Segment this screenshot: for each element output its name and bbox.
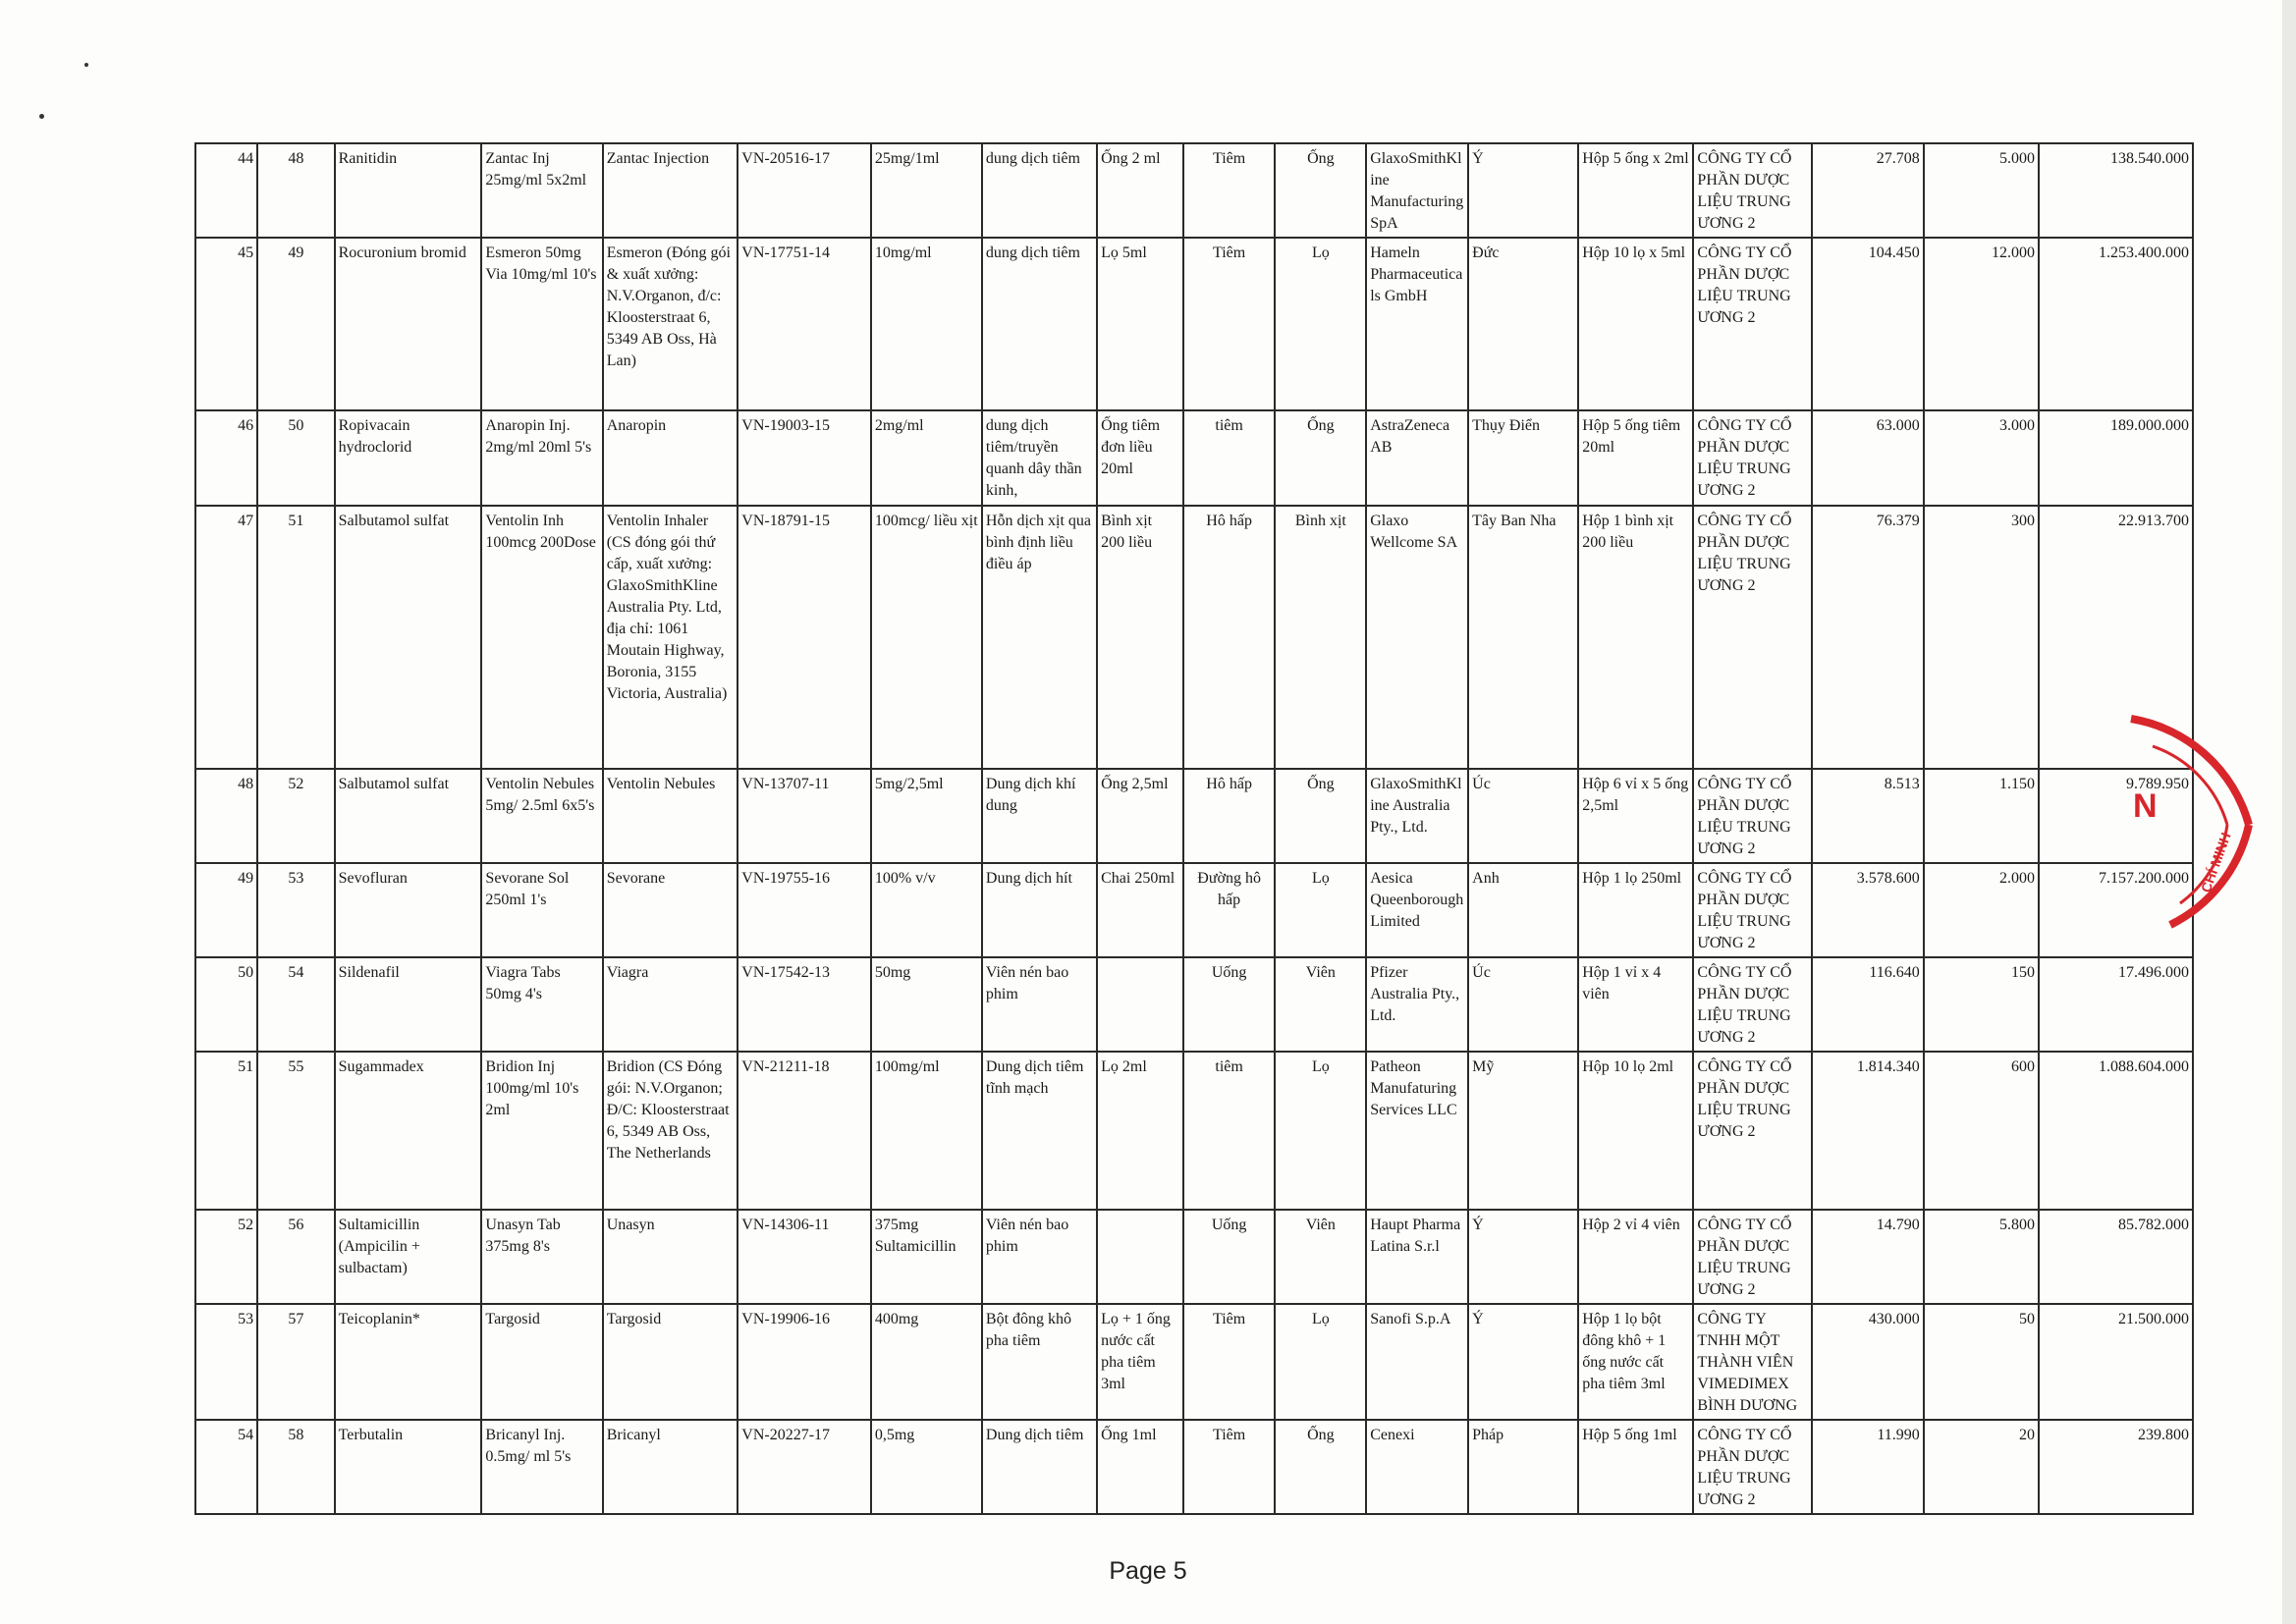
cell-cong-ty: CÔNG TY CỔ PHẦN DƯỢC LIỆU TRUNG ƯƠNG 2 xyxy=(1693,1420,1811,1514)
cell-ma: 58 xyxy=(257,1420,334,1514)
cell-ten-thuoc: Sevorane Sol 250ml 1's xyxy=(481,863,602,957)
cell-dong-goi: Hộp 5 ống tiêm 20ml xyxy=(1578,410,1693,506)
cell-so-dang-ky: VN-13707-11 xyxy=(738,769,871,863)
cell-nuoc-san-xuat: Anh xyxy=(1468,863,1578,957)
cell-ten-thuong-mai: Esmeron (Đóng gói & xuất xưởng: N.V.Organon, đ/c: Kloosterstraat 6, 5349 AB Oss, Hà Lan) xyxy=(603,238,738,410)
svg-text:N: N xyxy=(2133,787,2158,825)
cell-dang-bao-che: dung dịch tiêm xyxy=(982,238,1097,410)
cell-ten-thuoc: Viagra Tabs 50mg 4's xyxy=(481,957,602,1052)
cell-quy-cach xyxy=(1097,957,1183,1052)
cell-ten-thuoc: Unasyn Tab 375mg 8's xyxy=(481,1210,602,1304)
cell-cong-ty: CÔNG TY TNHH MỘT THÀNH VIÊN VIMEDIMEX BÌNH DƯƠNG xyxy=(1693,1304,1811,1420)
cell-ten-thuong-mai: Ventolin Inhaler (CS đóng gói thứ cấp, xuất xưởng: GlaxoSmithKline Australia Pty. Ltd, địa chỉ: 1061 Moutain Highway, Boronia, 3155 Victoria, Australia) xyxy=(603,506,738,769)
cell-ten-thuoc: Targosid xyxy=(481,1304,602,1420)
cell-ten-thuong-mai: Ventolin Nebules xyxy=(603,769,738,863)
cell-don-vi-tinh: Viên xyxy=(1275,1210,1366,1304)
cell-dang-bao-che: Viên nén bao phim xyxy=(982,957,1097,1052)
cell-dong-goi: Hộp 10 lọ x 5ml xyxy=(1578,238,1693,410)
cell-duong-dung: Uống xyxy=(1183,957,1276,1052)
cell-nong-do: 400mg xyxy=(871,1304,982,1420)
cell-hoat-chat: Rocuronium bromid xyxy=(335,238,482,410)
cell-so-dang-ky: VN-19003-15 xyxy=(738,410,871,506)
table-row xyxy=(195,1210,2193,1304)
cell-thanh-tien: 85.782.000 xyxy=(2039,1210,2193,1304)
cell-dong-goi: Hộp 10 lọ 2ml xyxy=(1578,1052,1693,1210)
cell-hoat-chat: Ropivacain hydroclorid xyxy=(335,410,482,506)
cell-duong-dung: Uống xyxy=(1183,1210,1276,1304)
cell-ma: 54 xyxy=(257,957,334,1052)
cell-ten-thuoc: Bridion Inj 100mg/ml 10's 2ml xyxy=(481,1052,602,1210)
cell-dang-bao-che: Dung dịch khí dung xyxy=(982,769,1097,863)
cell-don-vi-tinh: Bình xịt xyxy=(1275,506,1366,769)
cell-duong-dung: Đường hô hấp xyxy=(1183,863,1276,957)
cell-so-luong: 50 xyxy=(1924,1304,2039,1420)
cell-cong-ty: CÔNG TY CỔ PHẦN DƯỢC LIỆU TRUNG ƯƠNG 2 xyxy=(1693,863,1811,957)
cell-stt: 53 xyxy=(195,1304,257,1420)
cell-nong-do: 100mcg/ liều xịt xyxy=(871,506,982,769)
cell-thanh-tien: 189.000.000 xyxy=(2039,410,2193,506)
cell-nuoc-san-xuat: Úc xyxy=(1468,769,1578,863)
table-row xyxy=(195,238,2193,410)
cell-ten-thuong-mai: Sevorane xyxy=(603,863,738,957)
cell-don-vi-tinh: Lọ xyxy=(1275,238,1366,410)
cell-hoat-chat: Sildenafil xyxy=(335,957,482,1052)
cell-quy-cach: Lọ + 1 ống nước cất pha tiêm 3ml xyxy=(1097,1304,1183,1420)
cell-dong-goi: Hộp 1 lọ bột đông khô + 1 ống nước cất pha tiêm 3ml xyxy=(1578,1304,1693,1420)
cell-nuoc-san-xuat: Ý xyxy=(1468,1210,1578,1304)
cell-stt: 54 xyxy=(195,1420,257,1514)
table-row xyxy=(195,1304,2193,1420)
table-row xyxy=(195,143,2193,238)
cell-ten-thuong-mai: Viagra xyxy=(603,957,738,1052)
cell-so-luong: 1.150 xyxy=(1924,769,2039,863)
cell-nuoc-san-xuat: Ý xyxy=(1468,1304,1578,1420)
cell-hoat-chat: Teicoplanin* xyxy=(335,1304,482,1420)
cell-stt: 49 xyxy=(195,863,257,957)
cell-duong-dung: Hô hấp xyxy=(1183,769,1276,863)
cell-so-luong: 2.000 xyxy=(1924,863,2039,957)
cell-so-dang-ky: VN-21211-18 xyxy=(738,1052,871,1210)
cell-stt: 45 xyxy=(195,238,257,410)
cell-stt: 46 xyxy=(195,410,257,506)
cell-nuoc-san-xuat: Thụy Điển xyxy=(1468,410,1578,506)
cell-nuoc-san-xuat: Tây Ban Nha xyxy=(1468,506,1578,769)
cell-ten-thuong-mai: Zantac Injection xyxy=(603,143,738,238)
cell-stt: 50 xyxy=(195,957,257,1052)
cell-so-dang-ky: VN-20516-17 xyxy=(738,143,871,238)
cell-quy-cach: Ống 1ml xyxy=(1097,1420,1183,1514)
cell-nuoc-san-xuat: Pháp xyxy=(1468,1420,1578,1514)
table-row xyxy=(195,863,2193,957)
cell-hoat-chat: Terbutalin xyxy=(335,1420,482,1514)
drug-table xyxy=(194,142,2194,1515)
cell-nha-san-xuat: Hameln Pharmaceuticals GmbH xyxy=(1366,238,1468,410)
cell-so-dang-ky: VN-17542-13 xyxy=(738,957,871,1052)
cell-cong-ty: CÔNG TY CỔ PHẦN DƯỢC LIỆU TRUNG ƯƠNG 2 xyxy=(1693,506,1811,769)
cell-so-luong: 150 xyxy=(1924,957,2039,1052)
cell-dang-bao-che: Bột đông khô pha tiêm xyxy=(982,1304,1097,1420)
table-row xyxy=(195,957,2193,1052)
cell-don-vi-tinh: Lọ xyxy=(1275,1304,1366,1420)
cell-don-gia: 63.000 xyxy=(1812,410,1924,506)
cell-thanh-tien: 22.913.700 xyxy=(2039,506,2193,769)
cell-hoat-chat: Sugammadex xyxy=(335,1052,482,1210)
cell-nong-do: 25mg/1ml xyxy=(871,143,982,238)
cell-dang-bao-che: Dung dịch tiêm tĩnh mạch xyxy=(982,1052,1097,1210)
cell-nuoc-san-xuat: Ý xyxy=(1468,143,1578,238)
cell-cong-ty: CÔNG TY CỔ PHẦN DƯỢC LIỆU TRUNG ƯƠNG 2 xyxy=(1693,410,1811,506)
cell-quy-cach: Bình xịt 200 liều xyxy=(1097,506,1183,769)
cell-don-vi-tinh: Ống xyxy=(1275,769,1366,863)
cell-don-gia: 104.450 xyxy=(1812,238,1924,410)
cell-don-vi-tinh: Lọ xyxy=(1275,1052,1366,1210)
cell-quy-cach: Ống 2,5ml xyxy=(1097,769,1183,863)
cell-cong-ty: CÔNG TY CỔ PHẦN DƯỢC LIỆU TRUNG ƯƠNG 2 xyxy=(1693,769,1811,863)
cell-dang-bao-che: dung dịch tiêm/truyền quanh dây thần kinh, xyxy=(982,410,1097,506)
cell-hoat-chat: Ranitidin xyxy=(335,143,482,238)
cell-dong-goi: Hộp 1 vỉ x 4 viên xyxy=(1578,957,1693,1052)
table-row xyxy=(195,769,2193,863)
cell-quy-cach: Chai 250ml xyxy=(1097,863,1183,957)
cell-ten-thuoc: Anaropin Inj. 2mg/ml 20ml 5's xyxy=(481,410,602,506)
cell-hoat-chat: Salbutamol sulfat xyxy=(335,506,482,769)
table-row xyxy=(195,1420,2193,1514)
cell-quy-cach xyxy=(1097,1210,1183,1304)
cell-nong-do: 100mg/ml xyxy=(871,1052,982,1210)
cell-duong-dung: tiêm xyxy=(1183,410,1276,506)
cell-duong-dung: Tiêm xyxy=(1183,1420,1276,1514)
cell-thanh-tien: 1.088.604.000 xyxy=(2039,1052,2193,1210)
cell-don-gia: 27.708 xyxy=(1812,143,1924,238)
cell-thanh-tien: 9.789.950 xyxy=(2039,769,2193,863)
cell-so-dang-ky: VN-17751-14 xyxy=(738,238,871,410)
cell-ma: 55 xyxy=(257,1052,334,1210)
scan-edge xyxy=(2282,0,2296,1624)
cell-cong-ty: CÔNG TY CỔ PHẦN DƯỢC LIỆU TRUNG ƯƠNG 2 xyxy=(1693,957,1811,1052)
cell-dang-bao-che: Dung dịch tiêm xyxy=(982,1420,1097,1514)
cell-nong-do: 375mg Sultamicillin xyxy=(871,1210,982,1304)
cell-so-dang-ky: VN-19755-16 xyxy=(738,863,871,957)
cell-nha-san-xuat: Sanofi S.p.A xyxy=(1366,1304,1468,1420)
cell-ten-thuoc: Ventolin Nebules 5mg/ 2.5ml 6x5's xyxy=(481,769,602,863)
cell-dong-goi: Hộp 6 vỉ x 5 ống 2,5ml xyxy=(1578,769,1693,863)
cell-nha-san-xuat: Pfizer Australia Pty., Ltd. xyxy=(1366,957,1468,1052)
cell-nuoc-san-xuat: Đức xyxy=(1468,238,1578,410)
cell-nong-do: 2mg/ml xyxy=(871,410,982,506)
cell-thanh-tien: 138.540.000 xyxy=(2039,143,2193,238)
cell-thanh-tien: 7.157.200.000 xyxy=(2039,863,2193,957)
cell-cong-ty: CÔNG TY CỔ PHẦN DƯỢC LIỆU TRUNG ƯƠNG 2 xyxy=(1693,238,1811,410)
cell-nha-san-xuat: Cenexi xyxy=(1366,1420,1468,1514)
cell-thanh-tien: 21.500.000 xyxy=(2039,1304,2193,1420)
cell-ma: 48 xyxy=(257,143,334,238)
cell-so-luong: 3.000 xyxy=(1924,410,2039,506)
cell-don-gia: 116.640 xyxy=(1812,957,1924,1052)
cell-ten-thuong-mai: Unasyn xyxy=(603,1210,738,1304)
cell-ma: 53 xyxy=(257,863,334,957)
cell-ma: 56 xyxy=(257,1210,334,1304)
cell-cong-ty: CÔNG TY CỔ PHẦN DƯỢC LIỆU TRUNG ƯƠNG 2 xyxy=(1693,1210,1811,1304)
cell-ma: 52 xyxy=(257,769,334,863)
cell-dang-bao-che: Dung dịch hít xyxy=(982,863,1097,957)
table-row xyxy=(195,1052,2193,1210)
cell-nha-san-xuat: GlaxoSmithKline Australia Pty., Ltd. xyxy=(1366,769,1468,863)
cell-dang-bao-che: dung dịch tiêm xyxy=(982,143,1097,238)
cell-nha-san-xuat: Aesica Queenborough Limited xyxy=(1366,863,1468,957)
cell-ma: 49 xyxy=(257,238,334,410)
page-number: Page 5 xyxy=(1109,1557,1187,1585)
cell-thanh-tien: 239.800 xyxy=(2039,1420,2193,1514)
cell-duong-dung: Tiêm xyxy=(1183,143,1276,238)
cell-ma: 50 xyxy=(257,410,334,506)
cell-ten-thuong-mai: Bricanyl xyxy=(603,1420,738,1514)
cell-hoat-chat: Sevofluran xyxy=(335,863,482,957)
cell-nha-san-xuat: Glaxo Wellcome SA xyxy=(1366,506,1468,769)
cell-nuoc-san-xuat: Úc xyxy=(1468,957,1578,1052)
cell-ten-thuoc: Ventolin Inh 100mcg 200Dose xyxy=(481,506,602,769)
cell-so-luong: 5.000 xyxy=(1924,143,2039,238)
cell-don-vi-tinh: Lọ xyxy=(1275,863,1366,957)
cell-nong-do: 0,5mg xyxy=(871,1420,982,1514)
cell-don-gia: 76.379 xyxy=(1812,506,1924,769)
cell-quy-cach: Ống 2 ml xyxy=(1097,143,1183,238)
cell-so-dang-ky: VN-20227-17 xyxy=(738,1420,871,1514)
cell-quy-cach: Ống tiêm đơn liều 20ml xyxy=(1097,410,1183,506)
cell-nong-do: 10mg/ml xyxy=(871,238,982,410)
cell-don-vi-tinh: Viên xyxy=(1275,957,1366,1052)
cell-ten-thuong-mai: Anaropin xyxy=(603,410,738,506)
cell-ma: 57 xyxy=(257,1304,334,1420)
cell-ten-thuoc: Esmeron 50mg Via 10mg/ml 10's xyxy=(481,238,602,410)
scan-speck xyxy=(84,63,88,67)
cell-quy-cach: Lọ 2ml xyxy=(1097,1052,1183,1210)
cell-dong-goi: Hộp 5 ống x 2ml xyxy=(1578,143,1693,238)
cell-dong-goi: Hộp 1 bình xịt 200 liều xyxy=(1578,506,1693,769)
cell-nuoc-san-xuat: Mỹ xyxy=(1468,1052,1578,1210)
cell-so-dang-ky: VN-14306-11 xyxy=(738,1210,871,1304)
svg-text:CHÍ MINH: CHÍ MINH xyxy=(2197,830,2234,895)
cell-ten-thuoc: Bricanyl Inj. 0.5mg/ ml 5's xyxy=(481,1420,602,1514)
cell-so-dang-ky: VN-19906-16 xyxy=(738,1304,871,1420)
cell-don-vi-tinh: Ống xyxy=(1275,143,1366,238)
scan-speck xyxy=(39,114,44,119)
cell-hoat-chat: Sultamicillin (Ampicilin + sulbactam) xyxy=(335,1210,482,1304)
cell-so-luong: 600 xyxy=(1924,1052,2039,1210)
cell-so-luong: 300 xyxy=(1924,506,2039,769)
cell-so-luong: 12.000 xyxy=(1924,238,2039,410)
cell-dong-goi: Hộp 5 ống 1ml xyxy=(1578,1420,1693,1514)
cell-nong-do: 5mg/2,5ml xyxy=(871,769,982,863)
cell-so-luong: 5.800 xyxy=(1924,1210,2039,1304)
cell-nha-san-xuat: AstraZeneca AB xyxy=(1366,410,1468,506)
cell-don-gia: 1.814.340 xyxy=(1812,1052,1924,1210)
cell-dong-goi: Hộp 1 lọ 250ml xyxy=(1578,863,1693,957)
cell-nha-san-xuat: Patheon Manufaturing Services LLC xyxy=(1366,1052,1468,1210)
cell-don-vi-tinh: Ống xyxy=(1275,1420,1366,1514)
cell-don-gia: 8.513 xyxy=(1812,769,1924,863)
cell-ten-thuong-mai: Targosid xyxy=(603,1304,738,1420)
table-row xyxy=(195,410,2193,506)
cell-don-gia: 14.790 xyxy=(1812,1210,1924,1304)
cell-don-vi-tinh: Ống xyxy=(1275,410,1366,506)
cell-so-luong: 20 xyxy=(1924,1420,2039,1514)
cell-stt: 52 xyxy=(195,1210,257,1304)
cell-quy-cach: Lọ 5ml xyxy=(1097,238,1183,410)
cell-don-gia: 430.000 xyxy=(1812,1304,1924,1420)
cell-hoat-chat: Salbutamol sulfat xyxy=(335,769,482,863)
cell-duong-dung: tiêm xyxy=(1183,1052,1276,1210)
cell-nha-san-xuat: GlaxoSmithKline Manufacturing SpA xyxy=(1366,143,1468,238)
cell-don-gia: 11.990 xyxy=(1812,1420,1924,1514)
cell-stt: 51 xyxy=(195,1052,257,1210)
cell-stt: 44 xyxy=(195,143,257,238)
cell-nha-san-xuat: Haupt Pharma Latina S.r.l xyxy=(1366,1210,1468,1304)
red-seal-stamp xyxy=(2111,707,2259,933)
cell-dang-bao-che: Hỗn dịch xịt qua bình định liều điều áp xyxy=(982,506,1097,769)
cell-nong-do: 100% v/v xyxy=(871,863,982,957)
cell-nong-do: 50mg xyxy=(871,957,982,1052)
cell-cong-ty: CÔNG TY CỔ PHẦN DƯỢC LIỆU TRUNG ƯƠNG 2 xyxy=(1693,1052,1811,1210)
cell-thanh-tien: 1.253.400.000 xyxy=(2039,238,2193,410)
cell-duong-dung: Tiêm xyxy=(1183,1304,1276,1420)
cell-ten-thuoc: Zantac Inj 25mg/ml 5x2ml xyxy=(481,143,602,238)
cell-duong-dung: Hô hấp xyxy=(1183,506,1276,769)
table-row xyxy=(195,506,2193,769)
cell-dang-bao-che: Viên nén bao phim xyxy=(982,1210,1097,1304)
cell-dong-goi: Hộp 2 vỉ 4 viên xyxy=(1578,1210,1693,1304)
cell-don-gia: 3.578.600 xyxy=(1812,863,1924,957)
cell-ten-thuong-mai: Bridion (CS Đóng gói: N.V.Organon; Đ/C: Kloosterstraat 6, 5349 AB Oss, The Netherlands xyxy=(603,1052,738,1210)
cell-cong-ty: CÔNG TY CỔ PHẦN DƯỢC LIỆU TRUNG ƯƠNG 2 xyxy=(1693,143,1811,238)
cell-so-dang-ky: VN-18791-15 xyxy=(738,506,871,769)
cell-stt: 48 xyxy=(195,769,257,863)
cell-ma: 51 xyxy=(257,506,334,769)
cell-duong-dung: Tiêm xyxy=(1183,238,1276,410)
cell-thanh-tien: 17.496.000 xyxy=(2039,957,2193,1052)
cell-stt: 47 xyxy=(195,506,257,769)
